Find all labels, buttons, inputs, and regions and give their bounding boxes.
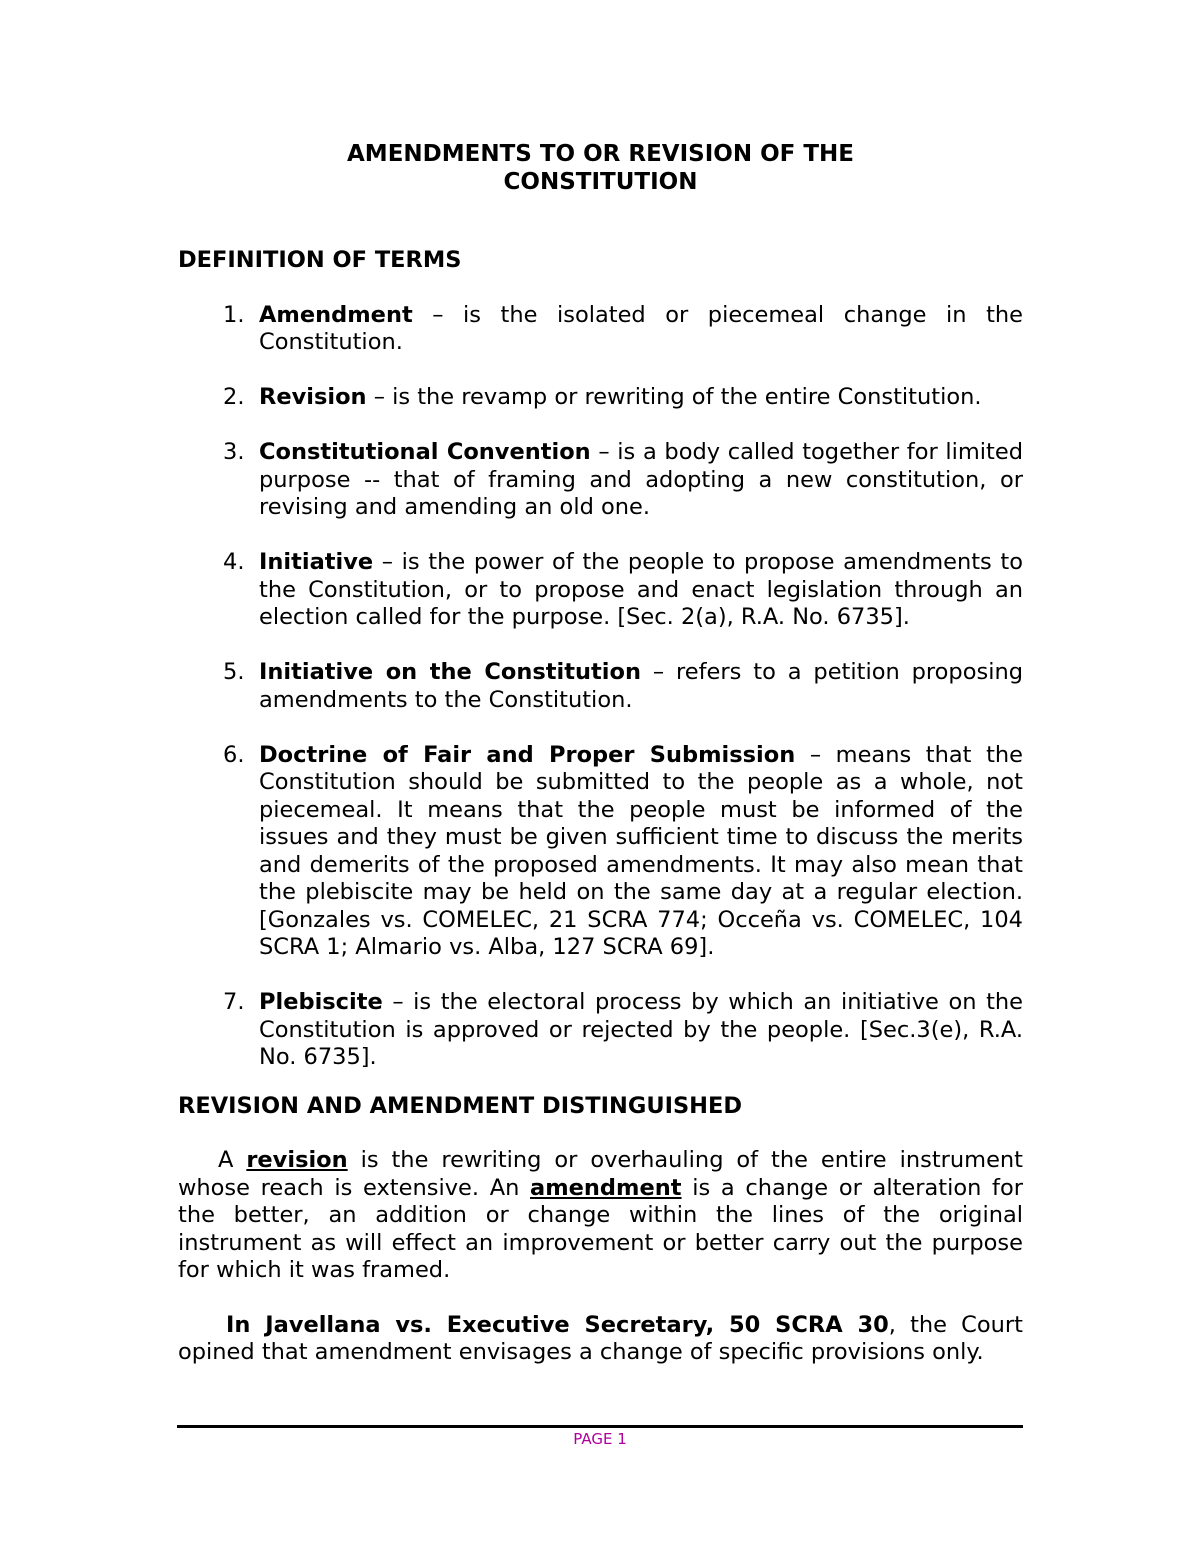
title-line-2: CONSTITUTION — [503, 169, 698, 195]
definition-item — [178, 302, 1023, 357]
definition-term: Initiative on the Constitution — [259, 659, 641, 685]
definition-item — [178, 384, 1023, 412]
definition-item — [178, 549, 1023, 632]
paragraph-revision-amendment — [178, 1147, 1023, 1285]
list-number: 4. — [223, 549, 245, 575]
para1-c: is a change or alteration for the better, an addition or change within the lines of the original instrument as will effect an improvement or better carry out the purpose for which it was framed. — [178, 1174, 1023, 1283]
section-heading-distinguished: REVISION AND AMENDMENT DISTINGUISHED — [178, 1092, 743, 1119]
document-page — [178, 140, 1023, 1367]
definition-term: Constitutional Convention — [259, 439, 591, 465]
list-number: 2. — [223, 384, 245, 410]
list-number: 7. — [223, 989, 245, 1015]
para2-text: , the Court opined that amendment envisages a change of specific provisions only. — [178, 1311, 1023, 1365]
footer-page-number: PAGE 1 — [573, 1430, 627, 1448]
definition-term: Plebiscite — [259, 989, 383, 1015]
definition-item — [178, 439, 1023, 522]
definition-term: Initiative — [259, 549, 374, 575]
title-line-1: AMENDMENTS TO OR REVISION OF THE — [347, 141, 854, 167]
para1-a: A — [218, 1147, 247, 1173]
section-heading-definitions: DEFINITION OF TERMS — [178, 247, 462, 273]
definition-term: Doctrine of Fair and Proper Submission — [259, 741, 796, 768]
definition-text: – is the isolated or piecemeal change in the Constitution. — [259, 301, 1023, 355]
definition-term: Revision — [259, 384, 367, 410]
paragraph-javellana — [178, 1312, 1023, 1367]
definition-text: – is a body called together for limited purpose -- that of framing and adopting a new constitution, or revising and amending an old one. — [259, 439, 1024, 520]
definitions-list — [178, 302, 1023, 1072]
definition-text: – is the power of the people to propose amendments to the Constitution, or to propose and enact legislation through an election called for the purpose. [Sec. 2(a), R.A. No. 6735]. — [259, 549, 1023, 630]
definition-item — [178, 742, 1023, 962]
para2-case-citation: In Javellana vs. Executive Secretary, 50 SCRA 30 — [226, 1311, 889, 1338]
para1-b: is the rewriting or overhauling of the entire instrument whose reach is extensive. An — [178, 1147, 1023, 1201]
para1-revision-term: revision — [246, 1147, 348, 1173]
definition-text: – refers to a petition proposing amendments to the Constitution. — [259, 659, 1023, 713]
list-number: 5. — [223, 659, 245, 685]
definition-text: – means that the Constitution should be submitted to the people as a whole, not piecemeal. It means that the people must be informed of the issues and they must be given sufficient time to discuss the merits and demerits of the proposed amendments. It may also mean that the plebiscite may be held on the same day at a regular election. [Gonzales vs. COMELEC, 21 SCRA 774; Occeña vs. COMELEC, 104 SCRA 1; Almario vs. Alba, 127 SCRA 69]. — [259, 741, 1023, 960]
definition-text: – is the electoral process by which an initiative on the Constitution is approved or rejected by the people. [Sec.3(e), R.A. No. 6735]. — [259, 989, 1023, 1070]
definition-term: Amendment — [259, 301, 413, 328]
para1-amendment-term: amendment — [530, 1174, 682, 1201]
list-number: 3. — [223, 439, 245, 465]
definition-text: – is the revamp or rewriting of the entire Constitution. — [366, 384, 982, 410]
definition-item — [178, 659, 1023, 714]
document-title — [178, 140, 1023, 196]
footer-rule — [177, 1425, 1023, 1428]
list-number: 6. — [223, 741, 245, 768]
list-number: 1. — [223, 301, 245, 328]
definition-item — [178, 989, 1023, 1072]
